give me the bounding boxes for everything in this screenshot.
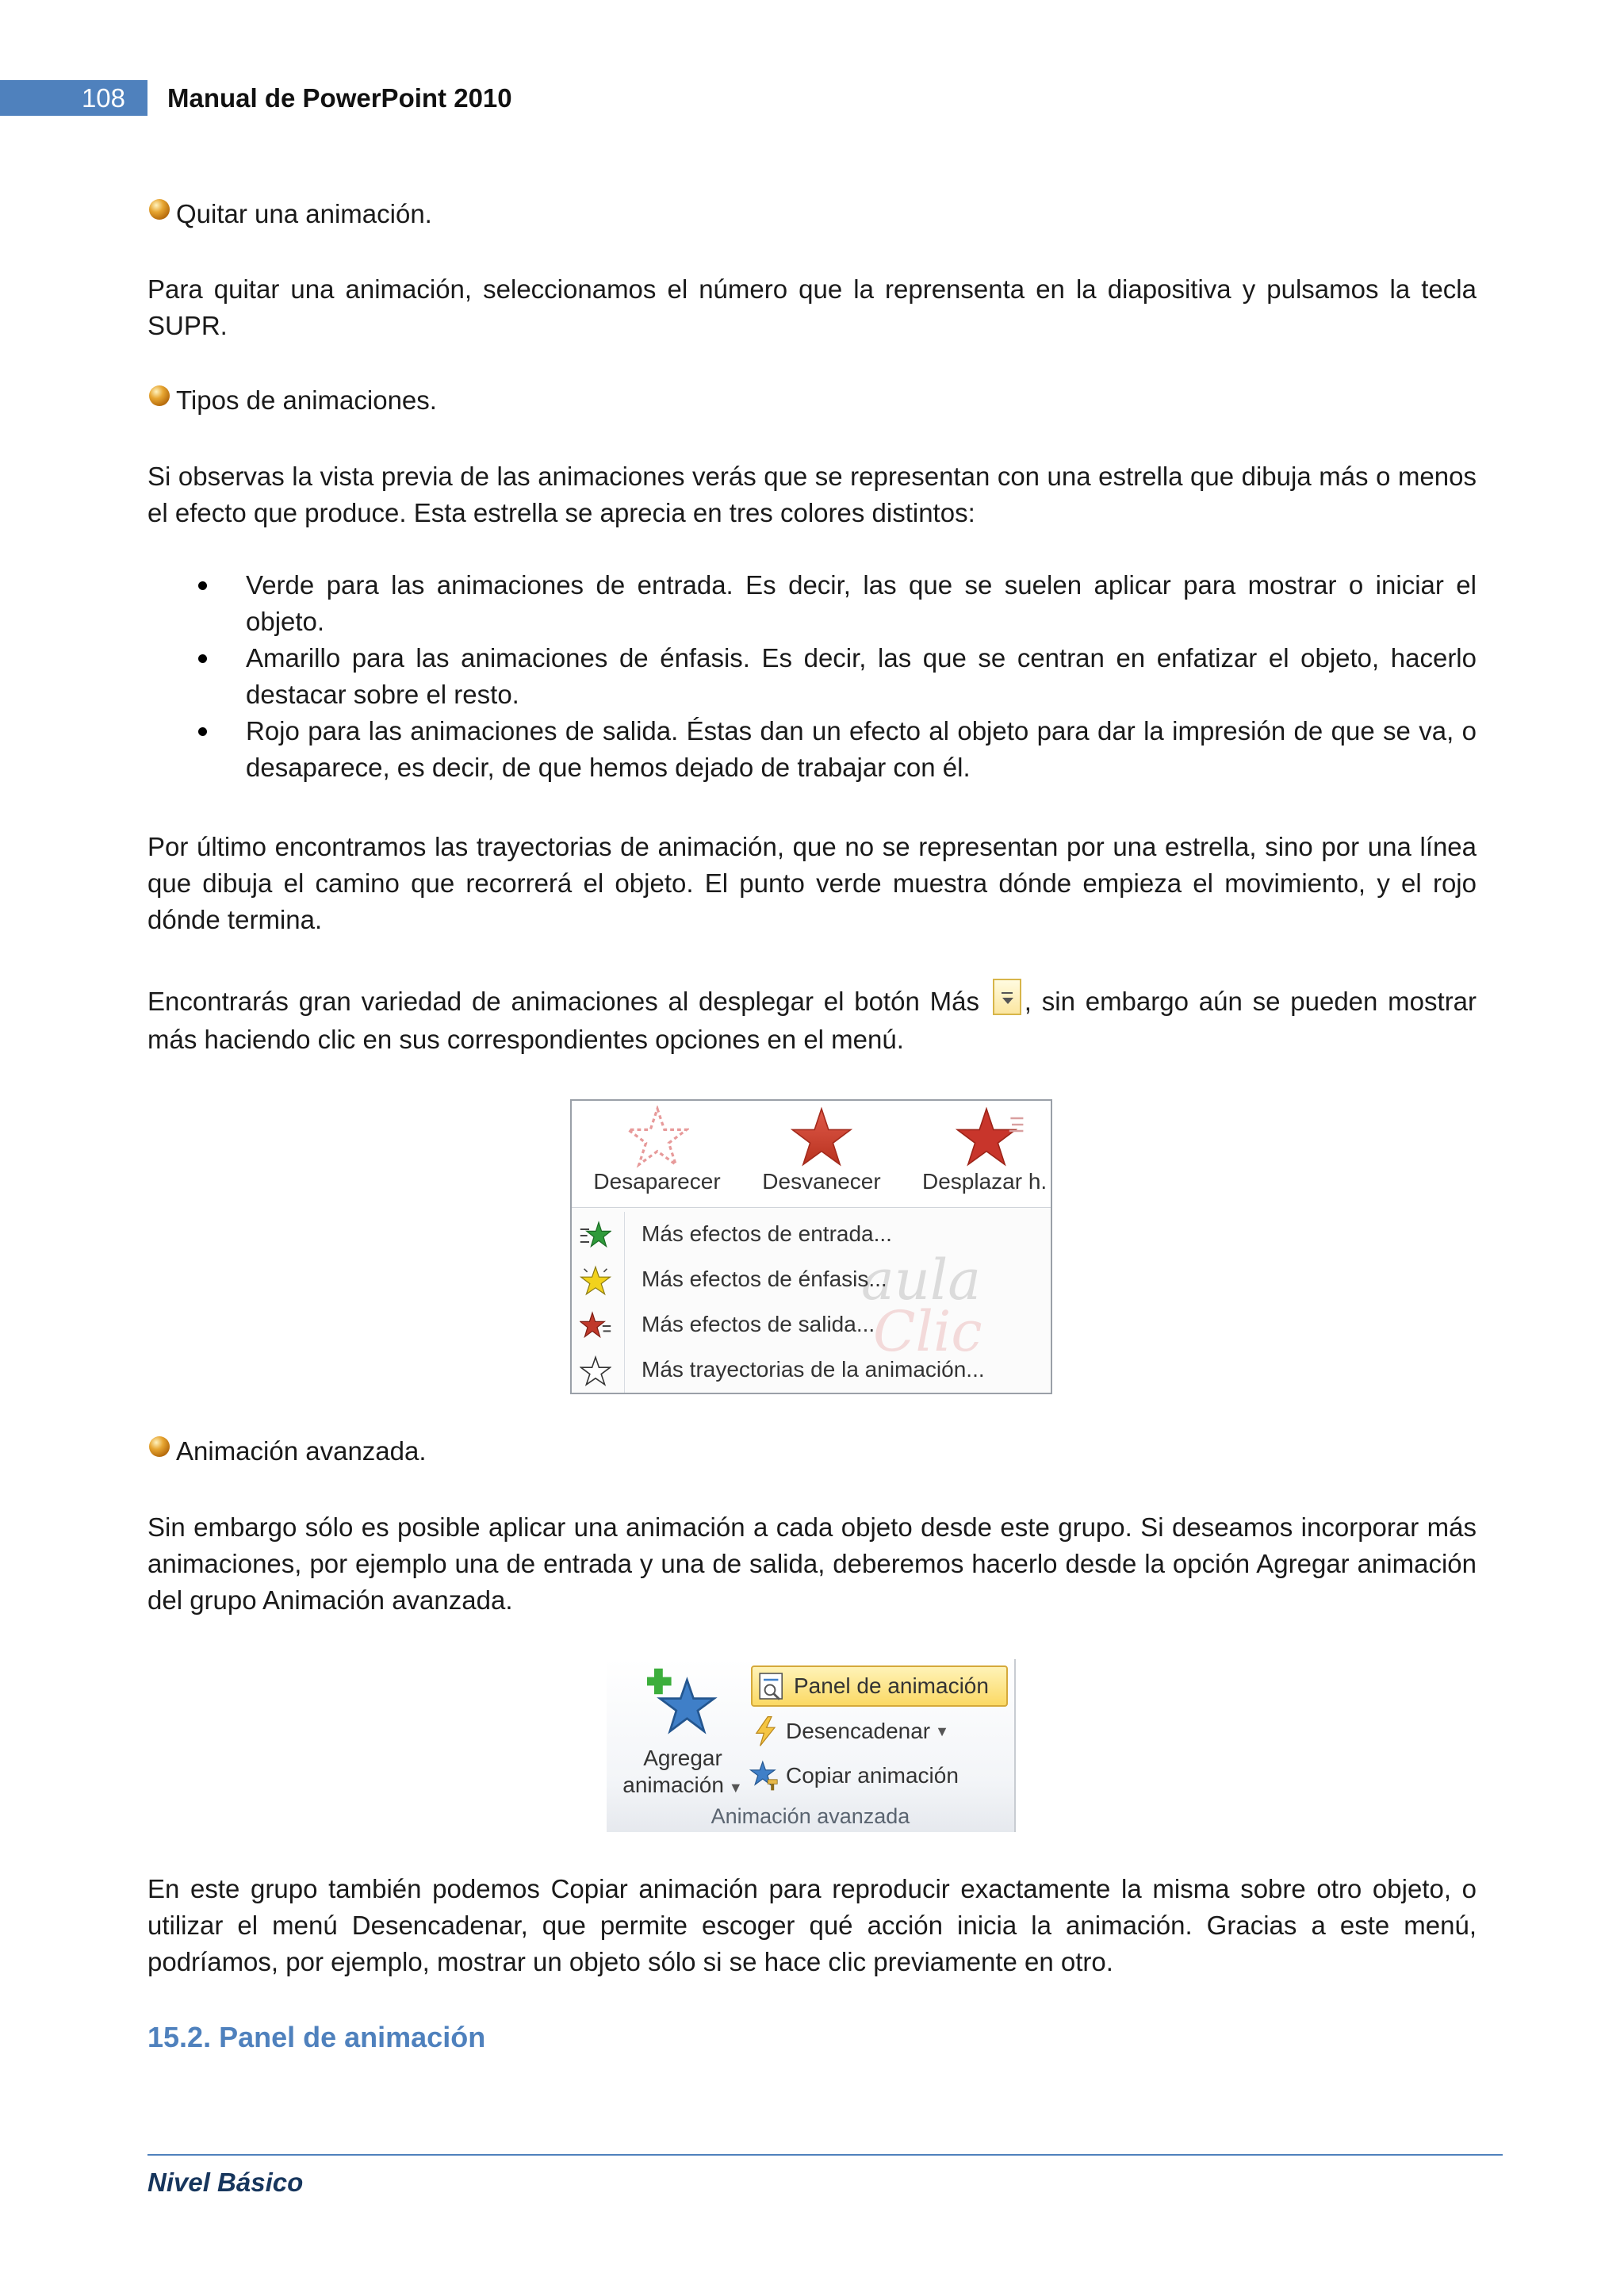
- paragraph-avanzada-2: En este grupo también podemos Copiar animación para reproducir exactamente la misma sobre otro objeto, o utilizar el menú Desencadenar, que permite escoger qué acción inicia la animación. Gracias a este menú, podríamos, por ejemplo, mostrar un objeto sólo si se hace clic previamente en otro.: [147, 1874, 1477, 1976]
- document-title: Manual de PowerPoint 2010: [167, 83, 512, 113]
- section-heading-tipos: [149, 382, 437, 419]
- paragraph-mas: [147, 983, 1477, 1058]
- menu-item-label: Más efectos de énfasis...: [642, 1267, 887, 1291]
- paragraph-tipos-intro: Si observas la vista previa de las animaciones verás que se representan con una estrella que dibuja más o menos el efecto que produce. Esta estrella se aprecia en tres colores distintos:: [147, 462, 1477, 527]
- red-star-icon: [580, 1310, 611, 1342]
- animation-gallery: [572, 1101, 1051, 1208]
- menu-item-entrada[interactable]: [572, 1212, 1051, 1257]
- menu-item-label: Más efectos de entrada...: [642, 1221, 892, 1246]
- heading-text: Quitar una animación.: [176, 199, 432, 228]
- bullet-orb-icon: [149, 385, 170, 406]
- footer-divider: [147, 2154, 1503, 2156]
- star-fly-out-icon: [954, 1106, 1025, 1169]
- gallery-item-desaparecer[interactable]: [588, 1106, 726, 1194]
- section-heading-quitar: [149, 196, 432, 232]
- gallery-label: Desvanecer: [762, 1169, 881, 1194]
- star-fade-icon: [790, 1106, 853, 1169]
- list-item-text: Rojo para las animaciones de salida. Éstas dan un efecto al objeto para dar la impresión de que se va, o desaparece, es decir, de que hemos dejado de trabajar con él.: [246, 716, 1477, 782]
- watermark-aula: aula: [861, 1248, 981, 1313]
- bullet-list: [147, 567, 1477, 786]
- heading-text: Animación avanzada.: [176, 1436, 427, 1466]
- lightning-icon: [749, 1715, 781, 1747]
- gallery-item-desvanecer[interactable]: [754, 1106, 889, 1194]
- gallery-item-desplazar[interactable]: [911, 1106, 1052, 1194]
- paragraph-avanzada-1: Sin embargo sólo es posible aplicar una animación a cada objeto desde este grupo. Si deseamos incorporar más animaciones, por ejemplo una de entrada y una de salida, deberemos hacerlo desde la opción Agregar animación del grupo Animación avanzada.: [147, 1512, 1477, 1615]
- menu-item-label: Más trayectorias de la animación...: [642, 1357, 985, 1382]
- list-item-text: Verde para las animaciones de entrada. Es decir, las que se suelen aplicar para mostrar o iniciar el objeto.: [246, 570, 1477, 636]
- trigger-dropdown[interactable]: [749, 1711, 949, 1751]
- paragraph-trayectorias: Por último encontramos las trayectorias de animación, que no se representan por una estrella, sino por una línea que dibuja el camino que recorrerá el objeto. El punto verde muestra dónde empieza el movimiento, y el rojo dónde termina.: [147, 832, 1477, 934]
- bullet-orb-icon: [149, 1436, 170, 1457]
- green-star-icon: [580, 1220, 611, 1251]
- paragraph-quitar: Para quitar una animación, seleccionamos el número que la reprensenta en la diapositiva y pulsamos la tecla SUPR.: [147, 274, 1477, 340]
- menu-item-trayectorias[interactable]: [572, 1347, 1051, 1393]
- paragraph-mas-start: Encontrarás gran variedad de animaciones al desplegar el botón Más: [147, 987, 979, 1016]
- gallery-label: Desplazar h.: [922, 1169, 1048, 1194]
- star-outline-icon: [626, 1106, 689, 1169]
- list-item: [147, 567, 1477, 640]
- bullet-orb-icon: [149, 199, 170, 220]
- bullet-dot-icon: [198, 581, 207, 590]
- add-animation-button[interactable]: [611, 1667, 754, 1801]
- group-caption: Animación avanzada: [710, 1804, 910, 1828]
- add-animation-label-2: animación ▼: [622, 1773, 743, 1797]
- list-item-text: Amarillo para las animaciones de énfasis. Es decir, las que se centran en enfatizar el objeto, hacerlo destacar sobre el resto.: [246, 643, 1477, 709]
- animation-pane-label: Panel de animación: [794, 1673, 989, 1698]
- gallery-label: Desaparecer: [593, 1169, 721, 1194]
- animation-painter-icon: [749, 1760, 781, 1792]
- menu-item-salida[interactable]: [572, 1302, 1051, 1347]
- trigger-label: Desencadenar: [786, 1719, 931, 1743]
- add-animation-label-1: Agregar: [643, 1746, 722, 1770]
- menu-item-label: Más efectos de salida...: [642, 1312, 875, 1336]
- bullet-dot-icon: [198, 727, 207, 736]
- section-heading-avanzada: [149, 1433, 427, 1470]
- animation-pane-icon: [757, 1670, 789, 1702]
- list-item: [147, 640, 1477, 713]
- animation-painter-label: Copiar animación: [786, 1763, 959, 1788]
- more-dropdown-icon: [993, 979, 1021, 1015]
- menu-item-enfasis[interactable]: [572, 1257, 1051, 1302]
- chevron-down-icon: ▼: [728, 1780, 743, 1796]
- list-item: [147, 713, 1477, 786]
- star-outline-icon: [580, 1355, 611, 1387]
- animation-pane-button[interactable]: [751, 1665, 1008, 1707]
- menu-items: [572, 1212, 1051, 1393]
- animation-painter-button[interactable]: [749, 1756, 959, 1796]
- section-title: 15.2. Panel de animación: [147, 2021, 486, 2053]
- footer-level: Nivel Básico: [147, 2168, 304, 2197]
- add-animation-star-icon: [647, 1667, 718, 1738]
- bullet-dot-icon: [198, 654, 207, 663]
- watermark-clic: Clic: [873, 1299, 982, 1364]
- animation-menu-figure: [570, 1099, 1052, 1394]
- chevron-down-icon: ▼: [935, 1723, 949, 1739]
- yellow-star-icon: [580, 1265, 611, 1297]
- heading-text: Tipos de animaciones.: [176, 385, 437, 415]
- paragraph-mas-end: , sin embargo aún se pueden mostrar más haciendo clic en sus correspondientes opciones en el menú.: [147, 987, 1477, 1055]
- page-number: 108: [0, 80, 147, 116]
- advanced-animation-ribbon-group: [607, 1659, 1016, 1832]
